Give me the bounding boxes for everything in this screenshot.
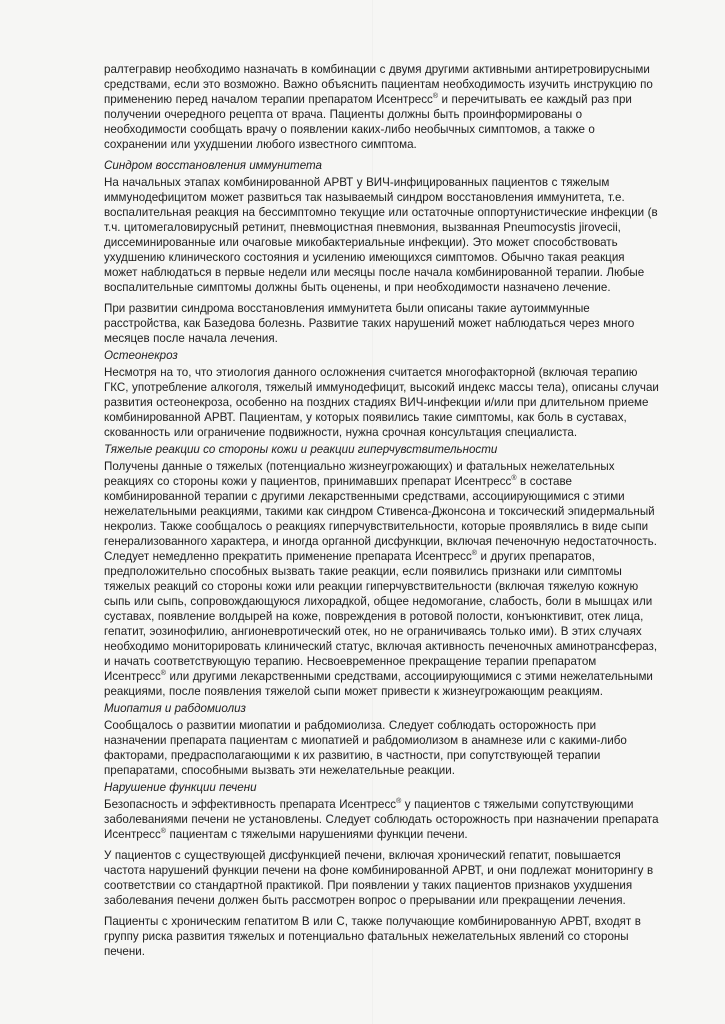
registered-mark: ®	[432, 93, 439, 101]
osteonecrosis-paragraph: Несмотря на то, что этиология данного осложнения считается многофакторной (включая терапию ГКС, употребление алкоголя, тяжелый иммунодефицит, высокий индекс массы тела), описаны случаи развития остеонекроза, особенно на поздних стадиях ВИЧ-инфекции и/или при длительном приеме комбинированной АРВТ. Пациентам, у которых появились такие симптомы, как боль в суставах, скованность или ограничение подвижности, нужна срочная консультация специалиста.	[104, 366, 659, 439]
liver-paragraph-1: Безопасность и эффективность препарата Исентресс® у пациентов с тяжелыми сопутствующими заболеваниями печени не установлены. Следует соблюдать осторожность при назначении препарата Исентресс® пациентам с тяжелыми нарушениями функции печени.	[104, 798, 659, 841]
immune-paragraph-1: На начальных этапах комбинированной АРВТ у ВИЧ-инфицированных пациентов с тяжелым иммунодефицитом может развиться так называемый синдром восстановления иммунитета, т.е. воспалительная реакция на бессимптомно текущие или остаточные оппортунистические инфекции (в т.ч. цитомегаловирусный ретинит, пневмоцистная пневмония, вызванная Pneumocystis jirovecii, диссеминированные или очаговые микобактериальные инфекции). Это может способствовать ухудшению клинического состояния и усилению имеющихся симптомов. Обычно такая реакция может наблюдаться в первые недели или месяцы после начала комбинированной терапии. Любые воспалительные симптомы должны быть оценены, и при необходимости назначено лечение.	[104, 176, 658, 294]
section-heading-liver-impairment: Нарушение функции печени	[104, 781, 257, 794]
section-heading-osteonecrosis: Остеонекроз	[104, 349, 178, 362]
document-page	[104, 62, 660, 965]
registered-mark: ®	[471, 550, 477, 558]
skin-reactions-paragraph: Получены данные о тяжелых (потенциально жизнеугрожающих) и фатальных нежелательных реакциях со стороны кожи у пациентов, принимавших препарат Исентресс® в составе комбинированной терапии с другими лекарственными средствами, ассоциирующимися с этими нежелательными реакциями, такими как синдром Стивенса-Джонсона и токсический эпидермальный некролиз. Также сообщалось о реакциях гиперчувствительности, которые проявлялись в виде сыпи генерализованного характера, и иногда органной дисфункции, включая печеночную недостаточность. Следует немедленно прекратить применение препарата Исентресс® и других препаратов, предположительно способных вызвать такие реакции, если появились признаки или симптомы тяжелых реакций со стороны кожи или реакции гиперчувствительности (включая тяжелую кожную сыпь или сыпь, сопровождающуюся лихорадкой, общее недомогание, слабость, боли в мышцах или суставах, появление волдырей на коже, повреждения в ротовой полости, конъюнктивит, отек лица, гепатит, эозинофилию, ангионевротический отек, но не ограничиваясь только ими). В этих случаях необходимо мониторировать клинический статус, включая активность печеночных аминотрансфераз, и начать соответствующую терапию. Несвоевременное прекращение терапии препаратом Исентресс® или другими лекарственными средствами, ассоциирующимися с этими нежелательными реакциями, после появления тяжелой сыпи может привести к жизнеугрожающим реакциям.	[104, 460, 658, 698]
liver-paragraph-2: У пациентов с существующей дисфункцией печени, включая хронический гепатит, повышается частота нарушений функции печени на фоне комбинированной АРВТ, и они подлежат мониторингу в соответствии со стандартной практикой. При появлении у таких пациентов признаков ухудшения заболевания печени должен быть рассмотрен вопрос о прерывании или прекращении лечения.	[104, 849, 654, 907]
registered-mark: ®	[160, 828, 166, 836]
section-heading-myopathy: Миопатия и рабдомиолиз	[104, 702, 246, 715]
section-heading-immune-reconstitution: Синдром восстановления иммунитета	[104, 159, 322, 172]
myopathy-paragraph: Сообщалось о развитии миопатии и рабдомиолиза. Следует соблюдать осторожность при назначении препарата пациентам с миопатией и рабдомиолизом в анамнезе или с какими-либо факторами, предрасполагающими к их развитию, в частности, при сопутствующей терапии препаратами, способными вызвать эти нежелательные реакции.	[104, 719, 627, 777]
liver-paragraph-3: Пациенты с хроническим гепатитом В или С, также получающие комбинированную АРВТ, входят в группу риска развития тяжелых и потенциально фатальных нежелательных явлений со стороны печени.	[104, 915, 641, 958]
section-heading-skin-reactions: Тяжелые реакции со стороны кожи и реакции гиперчувствительности	[104, 443, 498, 456]
registered-mark: ®	[160, 670, 166, 678]
registered-mark: ®	[511, 475, 517, 483]
immune-paragraph-2: При развитии синдрома восстановления иммунитета были описаны такие аутоиммунные расстройства, как Базедова болезнь. Развитие таких нарушений может наблюдаться через много месяцев после начала лечения.	[104, 302, 635, 345]
registered-mark: ®	[396, 798, 402, 806]
intro-paragraph: ралтегравир необходимо назначать в комбинации с двумя другими активными антиретровирусными средствами, если это возможно. Важно объяснить пациентам необходимость изучить инструкцию по применению перед началом терапии препаратом Исентресс® и перечитывать ее каждый раз при получении очередного рецепта от врача. Пациенты должны быть проинформированы о необходимости сообщать врачу о появлении каких-либо необычных симптомов, а также о сохранении или ухудшении любого известного симптома.	[104, 63, 653, 151]
